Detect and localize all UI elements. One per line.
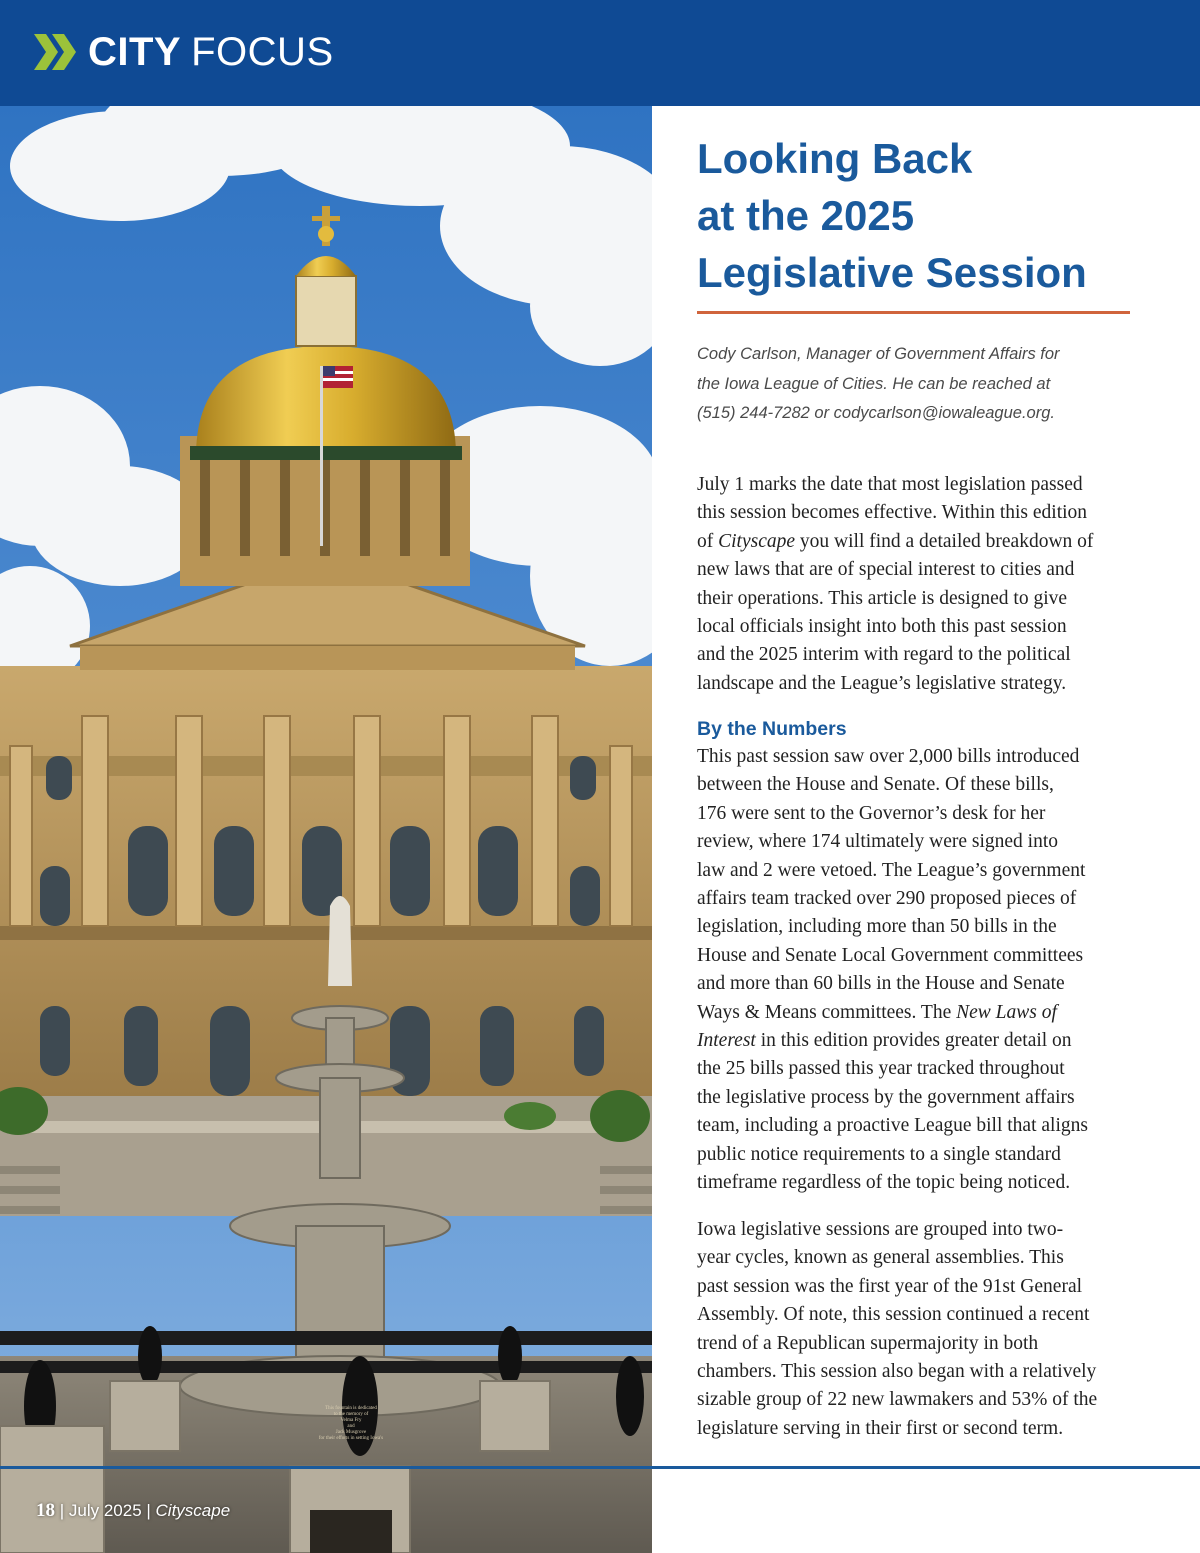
- paragraph-line: law and 2 were vetoed. The League’s government: [697, 859, 1086, 881]
- plaque-line: and: [347, 1424, 355, 1429]
- paragraph-line: this session becomes effective. Within this edition: [697, 502, 1088, 524]
- paragraph-line: Assembly. Of note, this session continued a recent: [697, 1304, 1090, 1326]
- paragraph-line: local officials insight into both this past session: [697, 616, 1067, 638]
- paragraph-line: timeframe regardless of the topic being noticed.: [697, 1172, 1071, 1194]
- footer-separator: |: [141, 1501, 156, 1520]
- paragraph-fragment: you will find a detailed breakdown of: [799, 530, 1094, 552]
- footer-separator: |: [55, 1501, 69, 1520]
- fountain-plaque: [312, 1406, 390, 1442]
- paragraph-line: This past session saw over 2,000 bills introduced: [697, 746, 1080, 767]
- paragraph-line: House and Senate Local Government committees: [697, 944, 1084, 966]
- double-chevron-right-icon: [34, 34, 78, 70]
- plaque-line: for their efforts in setting Iowa's: [318, 1436, 384, 1441]
- paragraph-line: landscape and the League’s legislative strategy.: [697, 672, 1067, 694]
- paragraph-line: year cycles, known as general assemblies. This: [697, 1247, 1064, 1269]
- paragraph-line: public notice requirements to a single standard: [697, 1143, 1061, 1165]
- plaque-line: This fountain is dedicated: [325, 1406, 377, 1411]
- new-laws-reference: New Laws of: [956, 1001, 1057, 1023]
- page-footer: [36, 1500, 230, 1522]
- footer-divider: [0, 1466, 1200, 1469]
- publication-name: Cityscape: [718, 530, 796, 552]
- paragraph-line: Iowa legislative sessions are grouped into two-: [697, 1219, 1064, 1240]
- assembly-paragraph: [697, 1216, 1137, 1443]
- plaque-line: to the memory of: [333, 1412, 369, 1417]
- issue-date: July 2025: [68, 1501, 142, 1520]
- paragraph-line: and the 2025 interim with regard to the political: [697, 644, 1071, 666]
- paragraph-line: trend of a Republican supermajority in both: [697, 1332, 1039, 1354]
- paragraph-fragment: in this edition provides greater detail on: [760, 1030, 1072, 1052]
- byline-line: Cody Carlson, Manager of Government Affairs for: [697, 345, 1060, 363]
- new-laws-reference: Interest: [697, 1030, 756, 1052]
- title-divider: [697, 311, 1130, 314]
- byline-line: (515) 244-7282 or codycarlson@iowaleague.org.: [697, 404, 1055, 422]
- paragraph-fragment: of: [697, 530, 714, 552]
- paragraph-line: chambers. This session also began with a relatively: [697, 1361, 1097, 1383]
- article-title: [697, 130, 1167, 301]
- paragraph-line: their operations. This article is designed to give: [697, 587, 1068, 609]
- section-title-bold: CITY: [88, 30, 182, 74]
- paragraph-line: [697, 528, 1137, 556]
- section-title-light: FOCUS: [191, 30, 334, 74]
- author-byline: [697, 340, 1137, 429]
- paragraph-line: [697, 999, 1137, 1027]
- byline-line: the Iowa League of Cities. He can be reached at: [697, 374, 1051, 393]
- paragraph-line: legislation, including more than 50 bills in the: [697, 916, 1057, 938]
- numbers-paragraph: [697, 743, 1137, 1198]
- paragraph-line: new laws that are of special interest to cities and: [697, 559, 1075, 581]
- publication-name: Cityscape: [155, 1501, 231, 1520]
- plaque-line: Jack Musgrove: [335, 1430, 367, 1435]
- intro-paragraph: [697, 471, 1137, 698]
- paragraph-line: and more than 60 bills in the House and Senate: [697, 973, 1065, 995]
- paragraph-line: affairs team tracked over 290 proposed pieces of: [697, 888, 1077, 910]
- paragraph-line: sizable group of 22 new lawmakers and 53% of the: [697, 1389, 1098, 1411]
- paragraph-line: 176 were sent to the Governor’s desk for her: [697, 802, 1046, 824]
- paragraph-line: review, where 174 ultimately were signed into: [697, 831, 1058, 853]
- section-subheading: By the Numbers: [697, 718, 847, 740]
- article-title-line: Looking Back: [697, 135, 973, 182]
- paragraph-line: past session was the first year of the 91st General: [697, 1275, 1083, 1297]
- section-header-bar: [0, 0, 1200, 106]
- paragraph-line: team, including a proactive League bill that aligns: [697, 1115, 1088, 1137]
- paragraph-line: July 1 marks the date that most legislation passed: [697, 474, 1083, 495]
- paragraph-line: the legislative process by the government affairs: [697, 1086, 1075, 1108]
- paragraph-line: the 25 bills passed this year tracked throughout: [697, 1058, 1065, 1080]
- paragraph-line: between the House and Senate. Of these bills,: [697, 774, 1054, 796]
- capitol-building-photo: [0, 106, 652, 1553]
- article-title-line: Legislative Session: [697, 249, 1087, 296]
- page-number: 18: [36, 1500, 55, 1521]
- section-title: [88, 28, 334, 76]
- paragraph-line: [697, 1027, 1137, 1055]
- paragraph-line: legislature serving in their first or second term.: [697, 1417, 1064, 1439]
- plaque-line: Velma Fry: [340, 1418, 362, 1423]
- paragraph-fragment: Ways & Means committees. The: [697, 1001, 952, 1023]
- article-title-line: at the 2025: [697, 192, 915, 239]
